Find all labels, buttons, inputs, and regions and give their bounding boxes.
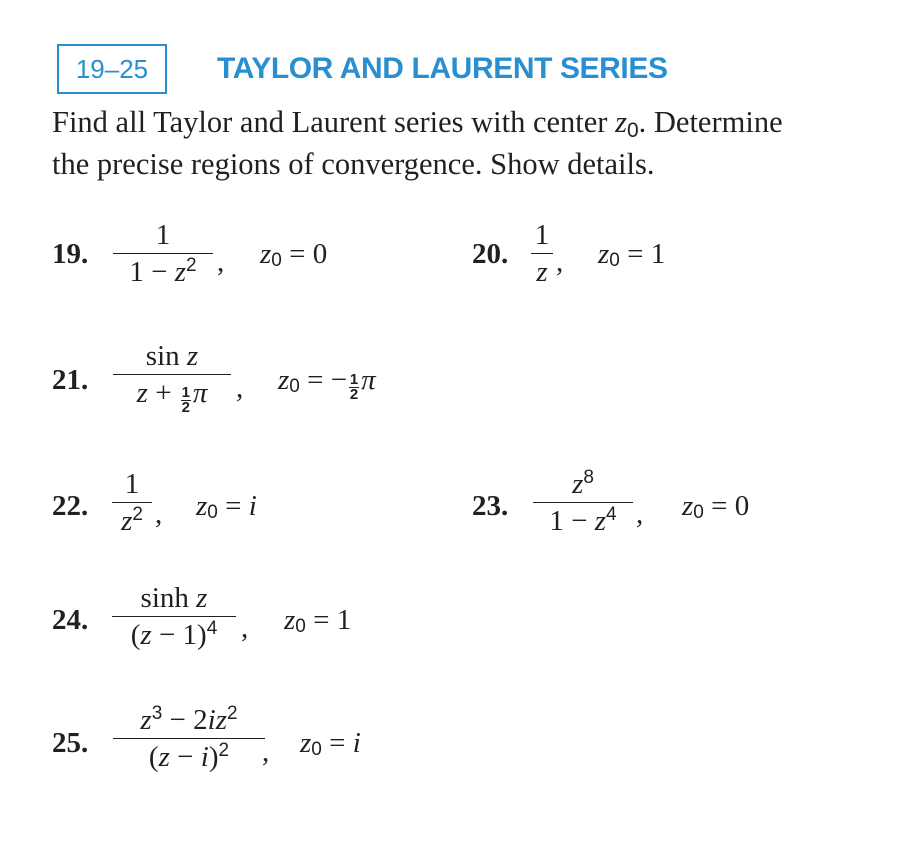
problem-number: 23. — [472, 490, 509, 522]
problem-number: 21. — [52, 364, 89, 396]
problem-center: $z_0 = 1$ — [598, 238, 666, 271]
section-range: 19–25 — [75, 53, 149, 84]
problem-center: $z_0 = 0$ — [260, 238, 328, 271]
section-title: TAYLOR AND LAURENT SERIES — [217, 52, 668, 85]
problem-expression: $z^8$ $1 - z^4$ — [533, 466, 633, 539]
instructions-line-2: the precise regions of convergence. Show details. — [52, 147, 655, 181]
problem-number: 25. — [52, 727, 89, 759]
problem-number: 20. — [472, 238, 509, 270]
problem-expression: sin z z + $\frac{1}{2}$ π — [113, 338, 231, 415]
problem-expression: sinh z $(z - 1)^4$ — [112, 580, 236, 653]
problem-number: 24. — [52, 604, 89, 636]
problem-center: $z_0 = 1$ — [284, 604, 352, 637]
instructions-line-1: Find all Taylor and Laurent series with center $z_0$. Determine — [52, 105, 783, 142]
problem-center: $z_0 = i$ — [196, 490, 257, 523]
problem-center: $z_0$ = − $\frac{1}{2}$ π — [278, 364, 376, 403]
problem-expression: $z^3 - 2iz^2$ $(z - i)^2$ — [113, 702, 265, 775]
problem-expression: 1 z — [531, 217, 553, 290]
problem-center: $z_0 = 0$ — [682, 490, 750, 523]
section-range-box — [57, 44, 167, 94]
problem-expression: 1 $z^2$ — [112, 466, 152, 539]
problem-center: $z_0 = i$ — [300, 727, 361, 760]
problem-number: 19. — [52, 238, 89, 270]
problem-expression: 1 $1 - z^2$ — [113, 217, 213, 290]
problem-number: 22. — [52, 490, 89, 522]
